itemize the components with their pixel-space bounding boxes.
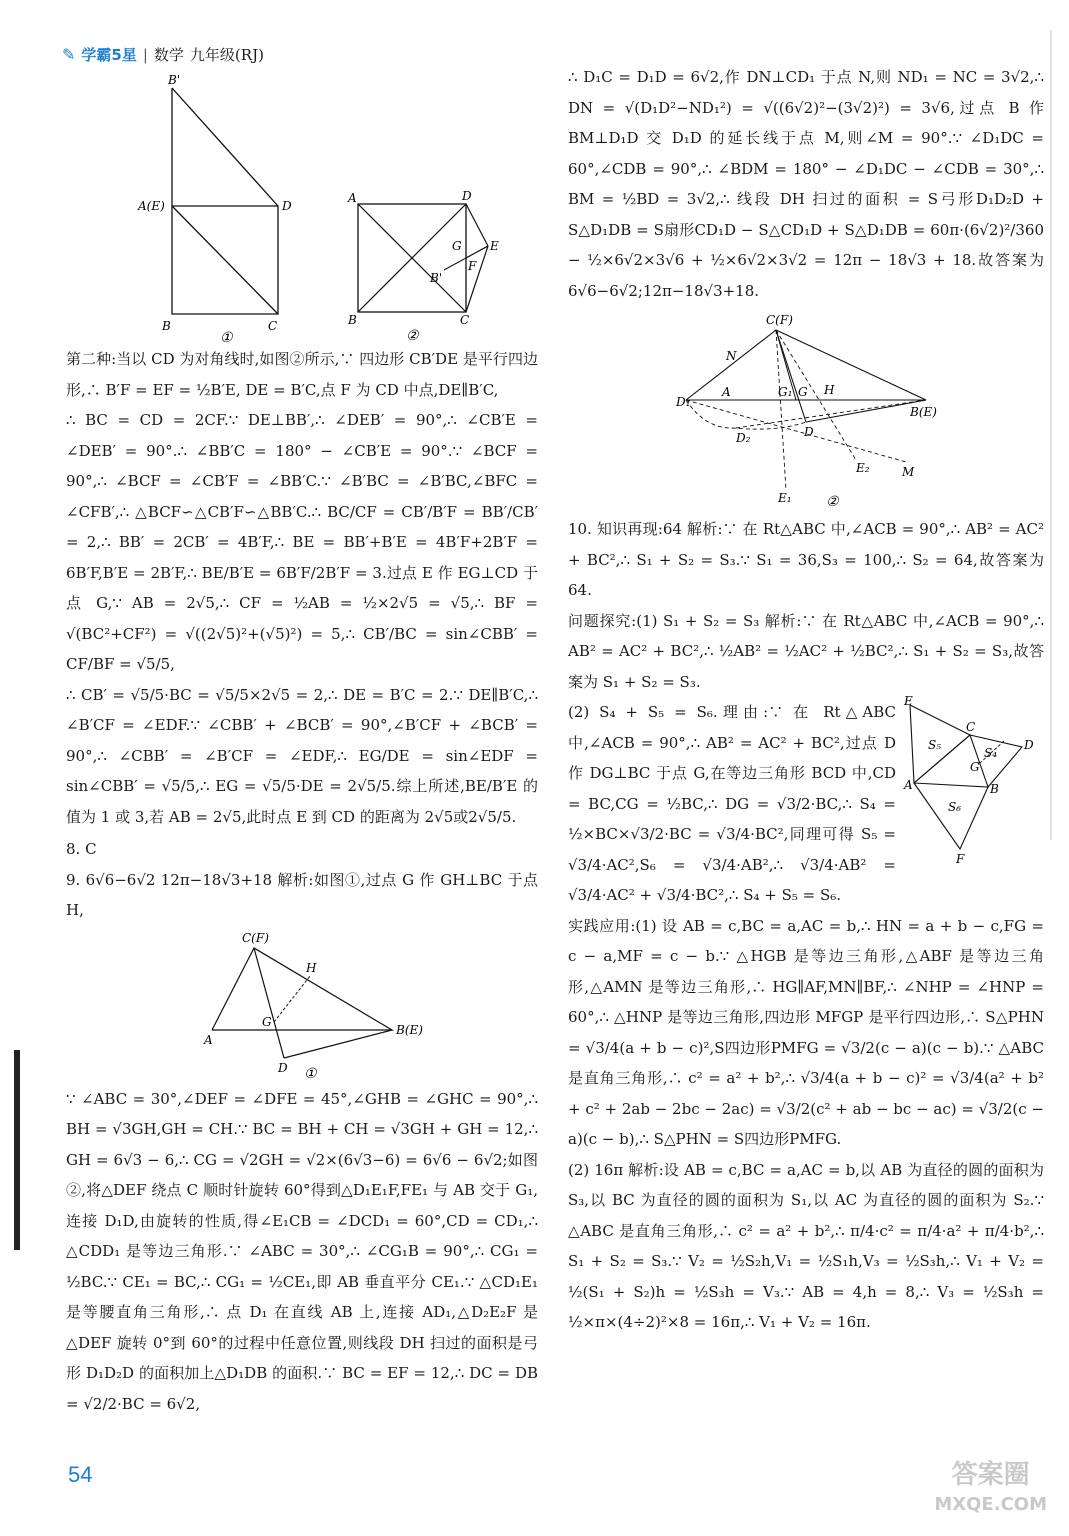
watermark-logo: [934, 1460, 1047, 1520]
fig4-e1: E₁: [778, 491, 792, 505]
fig2-caption: ②: [406, 328, 419, 344]
answer-9-body: ∵ ∠ABC = 30°,∠DEF = ∠DFE = 45°,∠GHB = ∠GHC = 90°,∴ BH = √3GH,GH = CH.∵ BC = BH + CH = √3GH + GH = 12,∴ GH = 6√3 − 6,∴ CG = √2GH = √2×(6√3−6) = 6√6 − 6√2;如图②,将△DEF 绕点 C 顺时针旋转 60°得到△D₁E₁F,FE₁ 与 AB 交于 G₁,连接 D₁D,由旋转的性质,得∠E₁CB = ∠DCD₁ = 60°,CD = CD₁,∴ △CDD₁ 是等边三角形.∵ ∠ABC = 30°,∴ ∠CG₁B = 90°,∴ CG₁ = ½BC.∵ CE₁ = BC,∴ CG₁ = ½CE₁,即 AB 垂直平分 CE₁.∵ △CD₁E₁ 是等腰直角三角形,∴ 点 D₁ 在直线 AB 上,连接 AD₁,△D₂E₂F 是△DEF 旋转 0°到 60°的过程中任意位置,则线段 DH 扫过的面积是弓形 D₁D₂D 的面积加上△D₁DB 的面积.∵ BC = EF = 12,∴ DC = DB = √2/2·BC = 6√2,: [66, 1089, 538, 1413]
right-column: [568, 62, 1044, 1338]
right-page-rule: [1050, 30, 1052, 840]
fig2-bprime: B': [430, 271, 443, 285]
brand-name: 学霸5星: [81, 46, 137, 64]
subject-label: 数学: [153, 46, 184, 64]
fig2-d: D: [462, 189, 472, 203]
answer-9-intro: 9. 6√6−6√2 12π−18√3+18 解析:如图①,过点 G 作 GH⊥BC 于点 H,: [66, 870, 538, 919]
figure-1-square-triangle: [128, 73, 292, 346]
fig2-g: G: [452, 239, 462, 253]
page-number: 54: [68, 1462, 93, 1487]
fig3-a: A: [204, 1032, 213, 1047]
fig1-label-br: C: [268, 319, 278, 333]
answer-9-continued: ∴ D₁C = D₁D = 6√2,作 DN⊥CD₁ 于点 N,则 ND₁ = NC = 3√2,∴ DN = √(D₁D²−ND₁²) = √((6√2)²−(3√2)²) = 3√6,过点 B 作 BM⊥D₁D 交 D₁D 的延长线于点 M,则∠M = 90°.∵ ∠D₁DC = 60°,∠CDB = 90°,∴ ∠BDM = 180° − ∠D₁DC − ∠CDB = 30°,∴ BM = ½BD = 3√2,∴ 线段 DH 扫过的面积 = S弓形D₁D₂D + S△D₁DB = S扇形CD₁D − S△CD₁D + S△D₁DB = 60π·(6√2)²/360 − ½×6√2×3√6 + ½×6√2×3√2 = 12π − 18√3 + 18.故答案为 6√6−6√2;12π−18√3+18.: [568, 68, 1044, 300]
figure-4-rotation: [676, 310, 936, 510]
figure-3-triangle: [202, 930, 423, 1082]
fig2-e: E: [490, 239, 499, 253]
fig5-c: C: [966, 720, 976, 734]
fig5-s4: S₄: [984, 746, 998, 760]
fig4-a: A: [722, 385, 731, 399]
answer-10-explore-1: 问题探究:(1) S₁ + S₂ = S₃ 解析:∵ 在 Rt△ABC 中,∠ACB = 90°,∴ AB² = AC² + BC²,∴ ½AB² = ½AC² + ½BC²,∴ S₁ + S₂ = S₃,故答案为 S₁ + S₂ = S₃.: [568, 611, 1044, 691]
fig5-b: B: [990, 782, 999, 796]
answer-10-knowledge: 10. 知识再现:64 解析:∵ 在 Rt△ABC 中,∠ACB = 90°,∴ AB² = AC² + BC²,∴ S₁ + S₂ = S₃.∵ S₁ = 36,S₃ = 100,∴ S₂ = 64,故答案为 64.: [568, 520, 1044, 599]
fig5-g: G: [970, 760, 980, 774]
fig2-f: F: [468, 259, 477, 273]
fig3-top: C(F): [242, 930, 269, 945]
fig3-be: B(E): [396, 1022, 423, 1037]
fig1-caption: ①: [220, 330, 233, 346]
fig4-g1: G₁: [778, 385, 793, 399]
fig4-h: H: [824, 383, 835, 397]
header-divider: |: [142, 45, 148, 64]
figure-row-top: [66, 62, 538, 344]
watermark-line-2: MXQE.COM: [934, 1494, 1047, 1515]
fig2-a: A: [348, 191, 357, 205]
fig1-label-top: B': [168, 73, 181, 87]
fig1-label-bl: B: [162, 319, 171, 333]
grade-label: 九年级(RJ): [189, 46, 264, 64]
fig4-d1: D₁: [676, 395, 691, 409]
answer-8: 8. C: [66, 840, 97, 858]
fig3-h: H: [306, 960, 317, 975]
fig4-be: B(E): [910, 405, 937, 419]
fig4-d2: D₂: [736, 431, 751, 445]
case2-paragraph-3: ∴ CB′ = √5/5·BC = √5/5×2√5 = 2,∴ DE = B′C = 2.∵ DE∥B′C,∴ ∠B′CF = ∠EDF.∵ ∠CBB′ + ∠BCB′ = 90°,∠B′CF + ∠BCB′ = 90°,∴ ∠CBB′ = ∠B′CF = ∠EDF,∴ EG/DE = sin∠EDF = sin∠CBB′ = √5/5,∴ EG = √5/5·DE = 2√5/5.综上所述,BE/B′E 的值为 1 或 3,若 AB = 2√5,此时点 E 到 CD 的距离为 2√5或2√5/5.: [66, 685, 538, 826]
answer-10-apply-1: 实践应用:(1) 设 AB = c,BC = a,AC = b,∴ HN = a + b − c,FG = c − a,MF = c − b.∵ △HGB 是等边三角形,△ABF 是等边三角形,△AMN 是等边三角形,∴ HG∥AF,MN∥BF,∴ ∠NHP = ∠HNP = 60°,∴ △HNP 是等边三角形,四边形 MFGP 是平行四边形,∴ S△PHN = √3/4(a + b − c)²,S四边形PMFG = √3/2(c − a)(c − b).∵ △ABC 是直角三角形,∴ c² = a² + b²,∴ √3/4(a + b − c)² = √3/4(a² + b² + c² + 2ab − 2bc − 2ac) = √3/2(c² + ab − bc − ac) = √3/2(c − a)(c − b),∴ S△PHN = S四边形PMFG.: [568, 916, 1044, 1148]
fig5-e: E: [904, 694, 913, 708]
figure-5-triangles: [904, 694, 1044, 867]
fig5-d: D: [1024, 738, 1034, 752]
answer-10-explore-2: (2) S₄ + S₅ = S₆.理由:∵ 在 Rt△ABC 中,∠ACB = 90°,∴ AB² = AC² + BC²,过点 D 作 DG⊥BC 于点 G,在等边三角形 BCD 中,CD = BC,CG = ½BC,∴ DG = √3/2·BC,∴ S₄ = ½×BC×√3/2·BC = √3/4·BC²,同理可得 S₅ = √3/4·AC²,S₆ = √3/4·AB²,∴ √3/4·AB² = √3/4·AC² + √3/4·BC²,∴ S₄ + S₅ = S₆.: [568, 703, 896, 904]
fig5-s5: S₅: [928, 738, 942, 752]
fig1-label-left: A(E): [138, 199, 165, 213]
fig2-b: B: [348, 313, 357, 327]
fig3-caption: ①: [304, 1065, 317, 1082]
fig4-top: C(F): [766, 313, 793, 327]
fig4-m: M: [902, 465, 915, 479]
case2-paragraph-2: ∴ BC = CD = 2CF.∵ DE⊥BB′,∴ ∠DEB′ = 90°,∴ ∠CB′E = ∠DEB′ = 90°.∴ ∠BB′C = 180° − ∠CB′E = 90°.∵ ∠BCF = 90°,∴ ∠BCF = ∠CB′F = ∠BB′C.∵ ∠B′BC = ∠B′BC,∠BFC = ∠CFB′,∴ △BCF∽△CB′F∽△BB′C.∴ BC/CF = CB′/B′F = BB′/CB′ = 2,∴ BB′ = 2CB′ = 4B′F,∴ BE = BB′+B′E = 4B′F+2B′F = 6B′F,B′E = 2B′F,∴ BE/B′E = 6B′F/2B′F = 3.过点 E 作 EG⊥CD 于点 G,∵ AB = 2√5,∴ CF = ½AB = ½×2√5 = √5,∴ BF = √(BC²+CF²) = √((2√5)²+(√5)²) = 5,∴ CB′/BC = sin∠CBB′ = CF/BF = √5/5,: [66, 411, 538, 673]
fig3-d: D: [278, 1060, 288, 1075]
fig4-caption: ②: [826, 494, 839, 510]
brand-logo-icon: ✎: [62, 45, 76, 64]
fig1-label-right: D: [282, 199, 292, 213]
case2-paragraph-1: 第二种:当以 CD 为对角线时,如图②所示,∵ 四边形 CB′DE 是平行四边形,∴ B′F = EF = ½B′E, DE = B′C,点 F 为 CD 中点,DE∥B′C,: [66, 350, 538, 399]
answer-10-apply-2: (2) 16π 解析:设 AB = c,BC = a,AC = b,以 AB 为直径的圆的面积为 S₃,以 BC 为直径的圆的面积为 S₁,以 AC 为直径的圆的面积为 S₂.∵ △ABC 是直角三角形,∴ c² = a² + b²,∴ π/4·c² = π/4·a² + π/4·b²,∴ S₁ + S₂ = S₃.∵ V₂ = ½S₂h,V₁ = ½S₁h,V₃ = ½S₃h,∴ V₁ + V₂ = ½(S₁ + S₂)h = ½S₃h = V₃.∵ AB = 4,h = 8,∴ V₃ = ½S₃h = ½×π×(4÷2)²×8 = 16π,∴ V₁ + V₂ = 16π.: [568, 1160, 1044, 1331]
figure-2-square: [348, 189, 508, 344]
fig4-g: G: [798, 385, 808, 399]
fig5-f: F: [956, 852, 965, 866]
fig5-a: A: [904, 778, 913, 792]
fig4-d: D: [804, 425, 814, 439]
fig5-s6: S₆: [948, 800, 962, 814]
left-column: [66, 62, 538, 1419]
fig4-e2: E₂: [856, 461, 870, 475]
watermark-line-1: 答案圈: [951, 1460, 1030, 1490]
binding-edge-mark: [14, 1050, 20, 1250]
fig4-n: N: [726, 349, 737, 363]
fig2-c: C: [460, 313, 470, 327]
fig3-g: G: [262, 1014, 272, 1029]
